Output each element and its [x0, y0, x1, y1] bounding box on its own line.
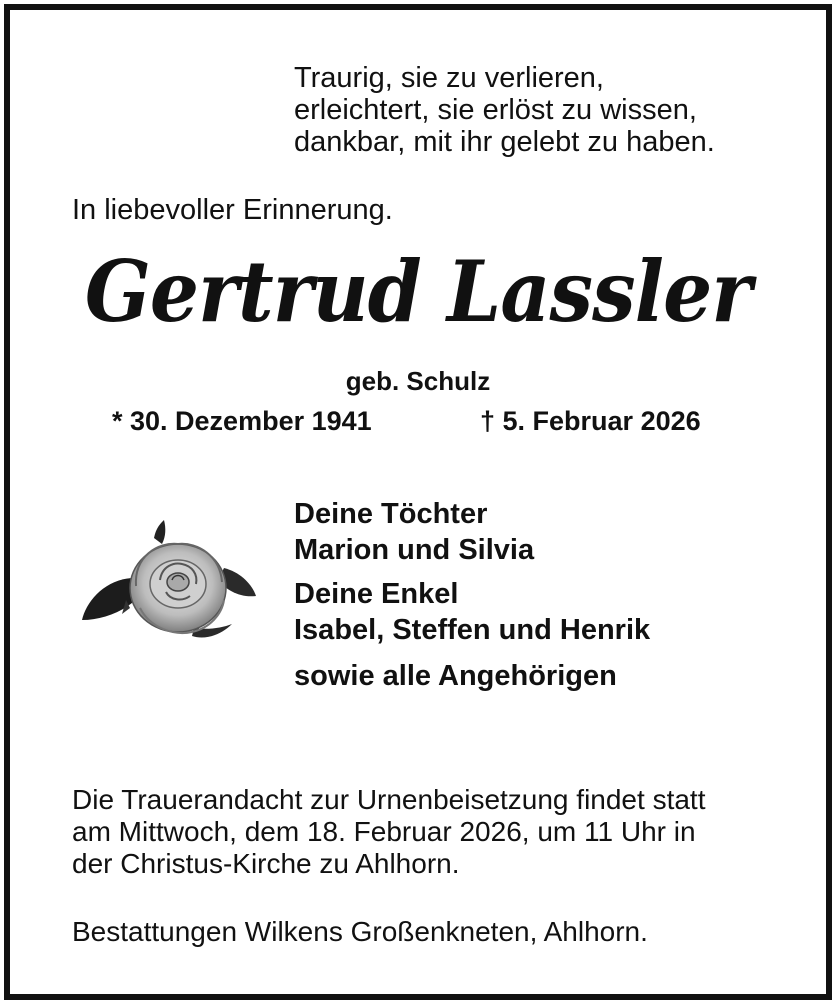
relatives-line: sowie alle Angehörigen: [294, 660, 617, 692]
deceased-name: Gertrud Lassler: [84, 242, 752, 341]
service-line: am Mittwoch, dem 18. Februar 2026, um 11 Uhr in: [72, 816, 696, 847]
memory-line: In liebevoller Erinnerung.: [72, 194, 393, 226]
poem: [294, 62, 715, 158]
poem-line: Traurig, sie zu verlieren,: [294, 62, 604, 94]
death-date: † 5. Februar 2026: [480, 406, 701, 436]
rose-icon: [74, 516, 264, 656]
service-line: der Christus-Kirche zu Ahlhorn.: [72, 848, 460, 879]
family-section: [294, 496, 650, 694]
obituary-frame: [4, 4, 832, 1000]
birth-date: * 30. Dezember 1941: [112, 406, 372, 436]
grandchildren-heading: Deine Enkel: [294, 578, 459, 610]
funeral-home: Bestattungen Wilkens Großenkneten, Ahlhorn.: [72, 916, 648, 947]
grandchildren-names: Isabel, Steffen und Henrik: [294, 614, 651, 646]
service-announcement: [72, 784, 705, 880]
poem-line: dankbar, mit ihr gelebt zu haben.: [294, 126, 715, 158]
daughters-names: Marion und Silvia: [294, 534, 535, 566]
daughters-heading: Deine Töchter: [294, 498, 488, 530]
service-line: Die Trauerandacht zur Urnenbeisetzung findet statt: [72, 784, 706, 815]
maiden-name: geb. Schulz: [345, 366, 491, 396]
poem-line: erleichtert, sie erlöst zu wissen,: [294, 94, 697, 126]
